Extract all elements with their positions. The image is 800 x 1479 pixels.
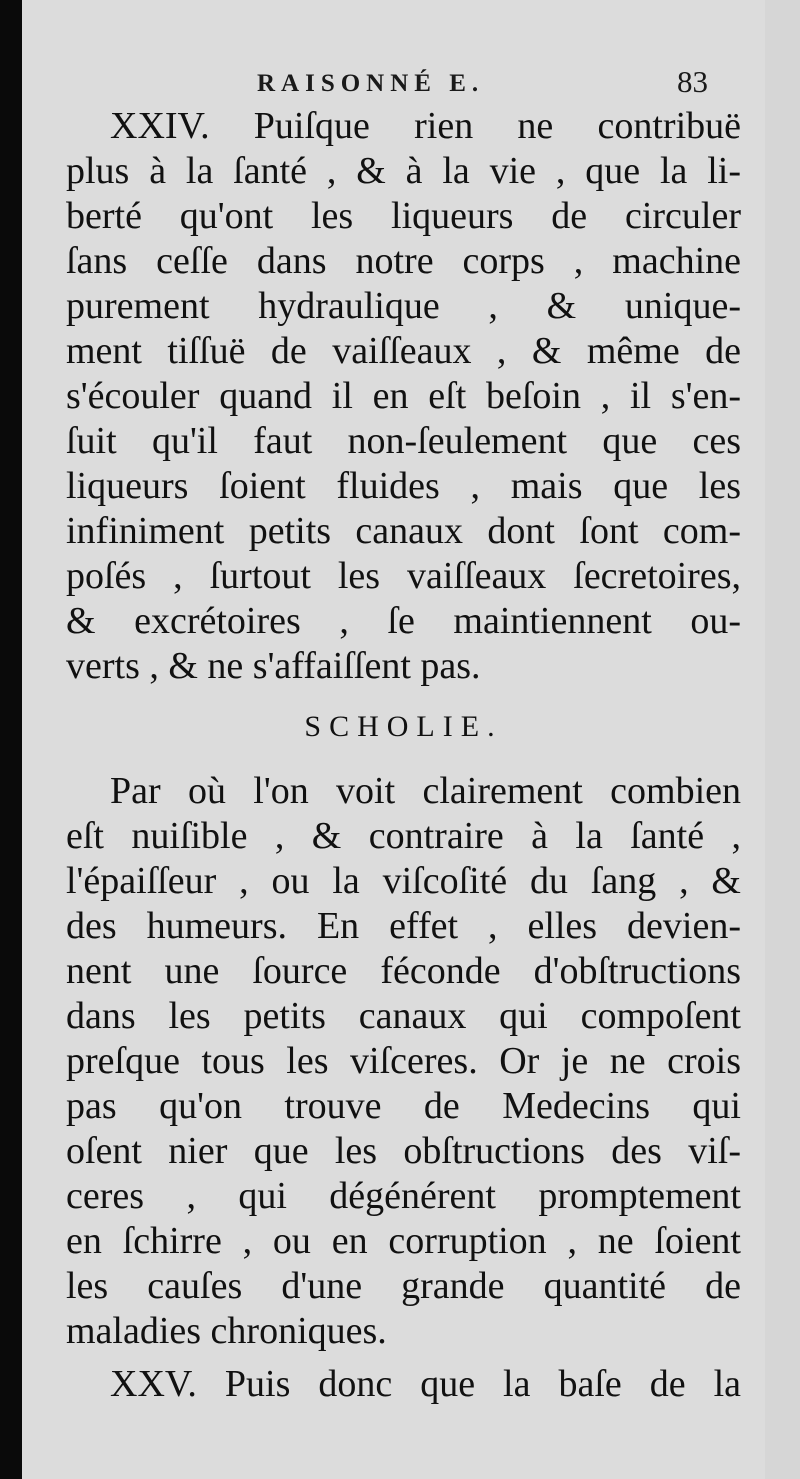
text-line: plus à la ſanté , & à la vie , que la li- [66, 150, 741, 192]
text-line: liqueurs ſoient fluides , mais que les [66, 465, 741, 507]
text-line: oſent nier que les obſtructions des viſ- [66, 1130, 741, 1172]
paragraph-xxiv [66, 104, 741, 689]
text-line: verts , & ne s'affaiſſent pas. [66, 645, 481, 687]
text-line: pas qu'on trouve de Medecins qui [66, 1085, 741, 1127]
text-line: berté qu'ont les liqueurs de circuler [66, 195, 741, 237]
text-line: en ſchirre , ou en corruption , ne ſoient [66, 1220, 741, 1262]
book-page [22, 0, 765, 1479]
text-line: ſans ceſſe dans notre corps , machine [66, 240, 741, 282]
text-line: eſt nuiſible , & contraire à la ſanté , [66, 815, 741, 857]
text-line: preſque tous les viſceres. Or je ne crois [66, 1040, 741, 1082]
text-line: maladies chroniques. [66, 1310, 387, 1352]
text-line: s'écouler quand il en eſt beſoin , il s'en- [66, 375, 741, 417]
text-line: XXV. Puis donc que la baſe de la [110, 1363, 741, 1405]
page-body [66, 104, 741, 1407]
text-line: poſés , ſurtout les vaiſſeaux ſecretoires, [66, 555, 741, 597]
text-line: ceres , qui dégénérent promptement [66, 1175, 741, 1217]
text-line: & excrétoires , ſe maintiennent ou- [66, 600, 741, 642]
page-edge [765, 0, 800, 1479]
running-head: RAISONNÉ E. [257, 70, 485, 97]
text-line: infiniment petits canaux dont ſont com- [66, 510, 741, 552]
text-line: nent une ſource féconde d'obſtructions [66, 950, 741, 992]
text-line: ſuit qu'il faut non-ſeulement que ces [66, 420, 741, 462]
text-line: purement hydraulique , & unique- [66, 285, 741, 327]
paragraph-scholie [66, 769, 741, 1354]
text-line: XXIV. Puiſque rien ne contribuë [110, 105, 741, 147]
text-line: Par où l'on voit clairement combien [110, 770, 741, 812]
text-line: les cauſes d'une grande quantité de [66, 1265, 741, 1307]
text-line: l'épaiſſeur , ou la viſcoſité du ſang , & [66, 860, 741, 902]
text-line: des humeurs. En effet , elles devien- [66, 905, 741, 947]
paragraph-xxv [66, 1362, 741, 1407]
page-number: 83 [677, 64, 708, 99]
text-line: ment tiſſuë de vaiſſeaux , & même de [66, 330, 741, 372]
section-heading: SCHOLIE. [304, 710, 503, 743]
text-line: dans les petits canaux qui compoſent [66, 995, 741, 1037]
